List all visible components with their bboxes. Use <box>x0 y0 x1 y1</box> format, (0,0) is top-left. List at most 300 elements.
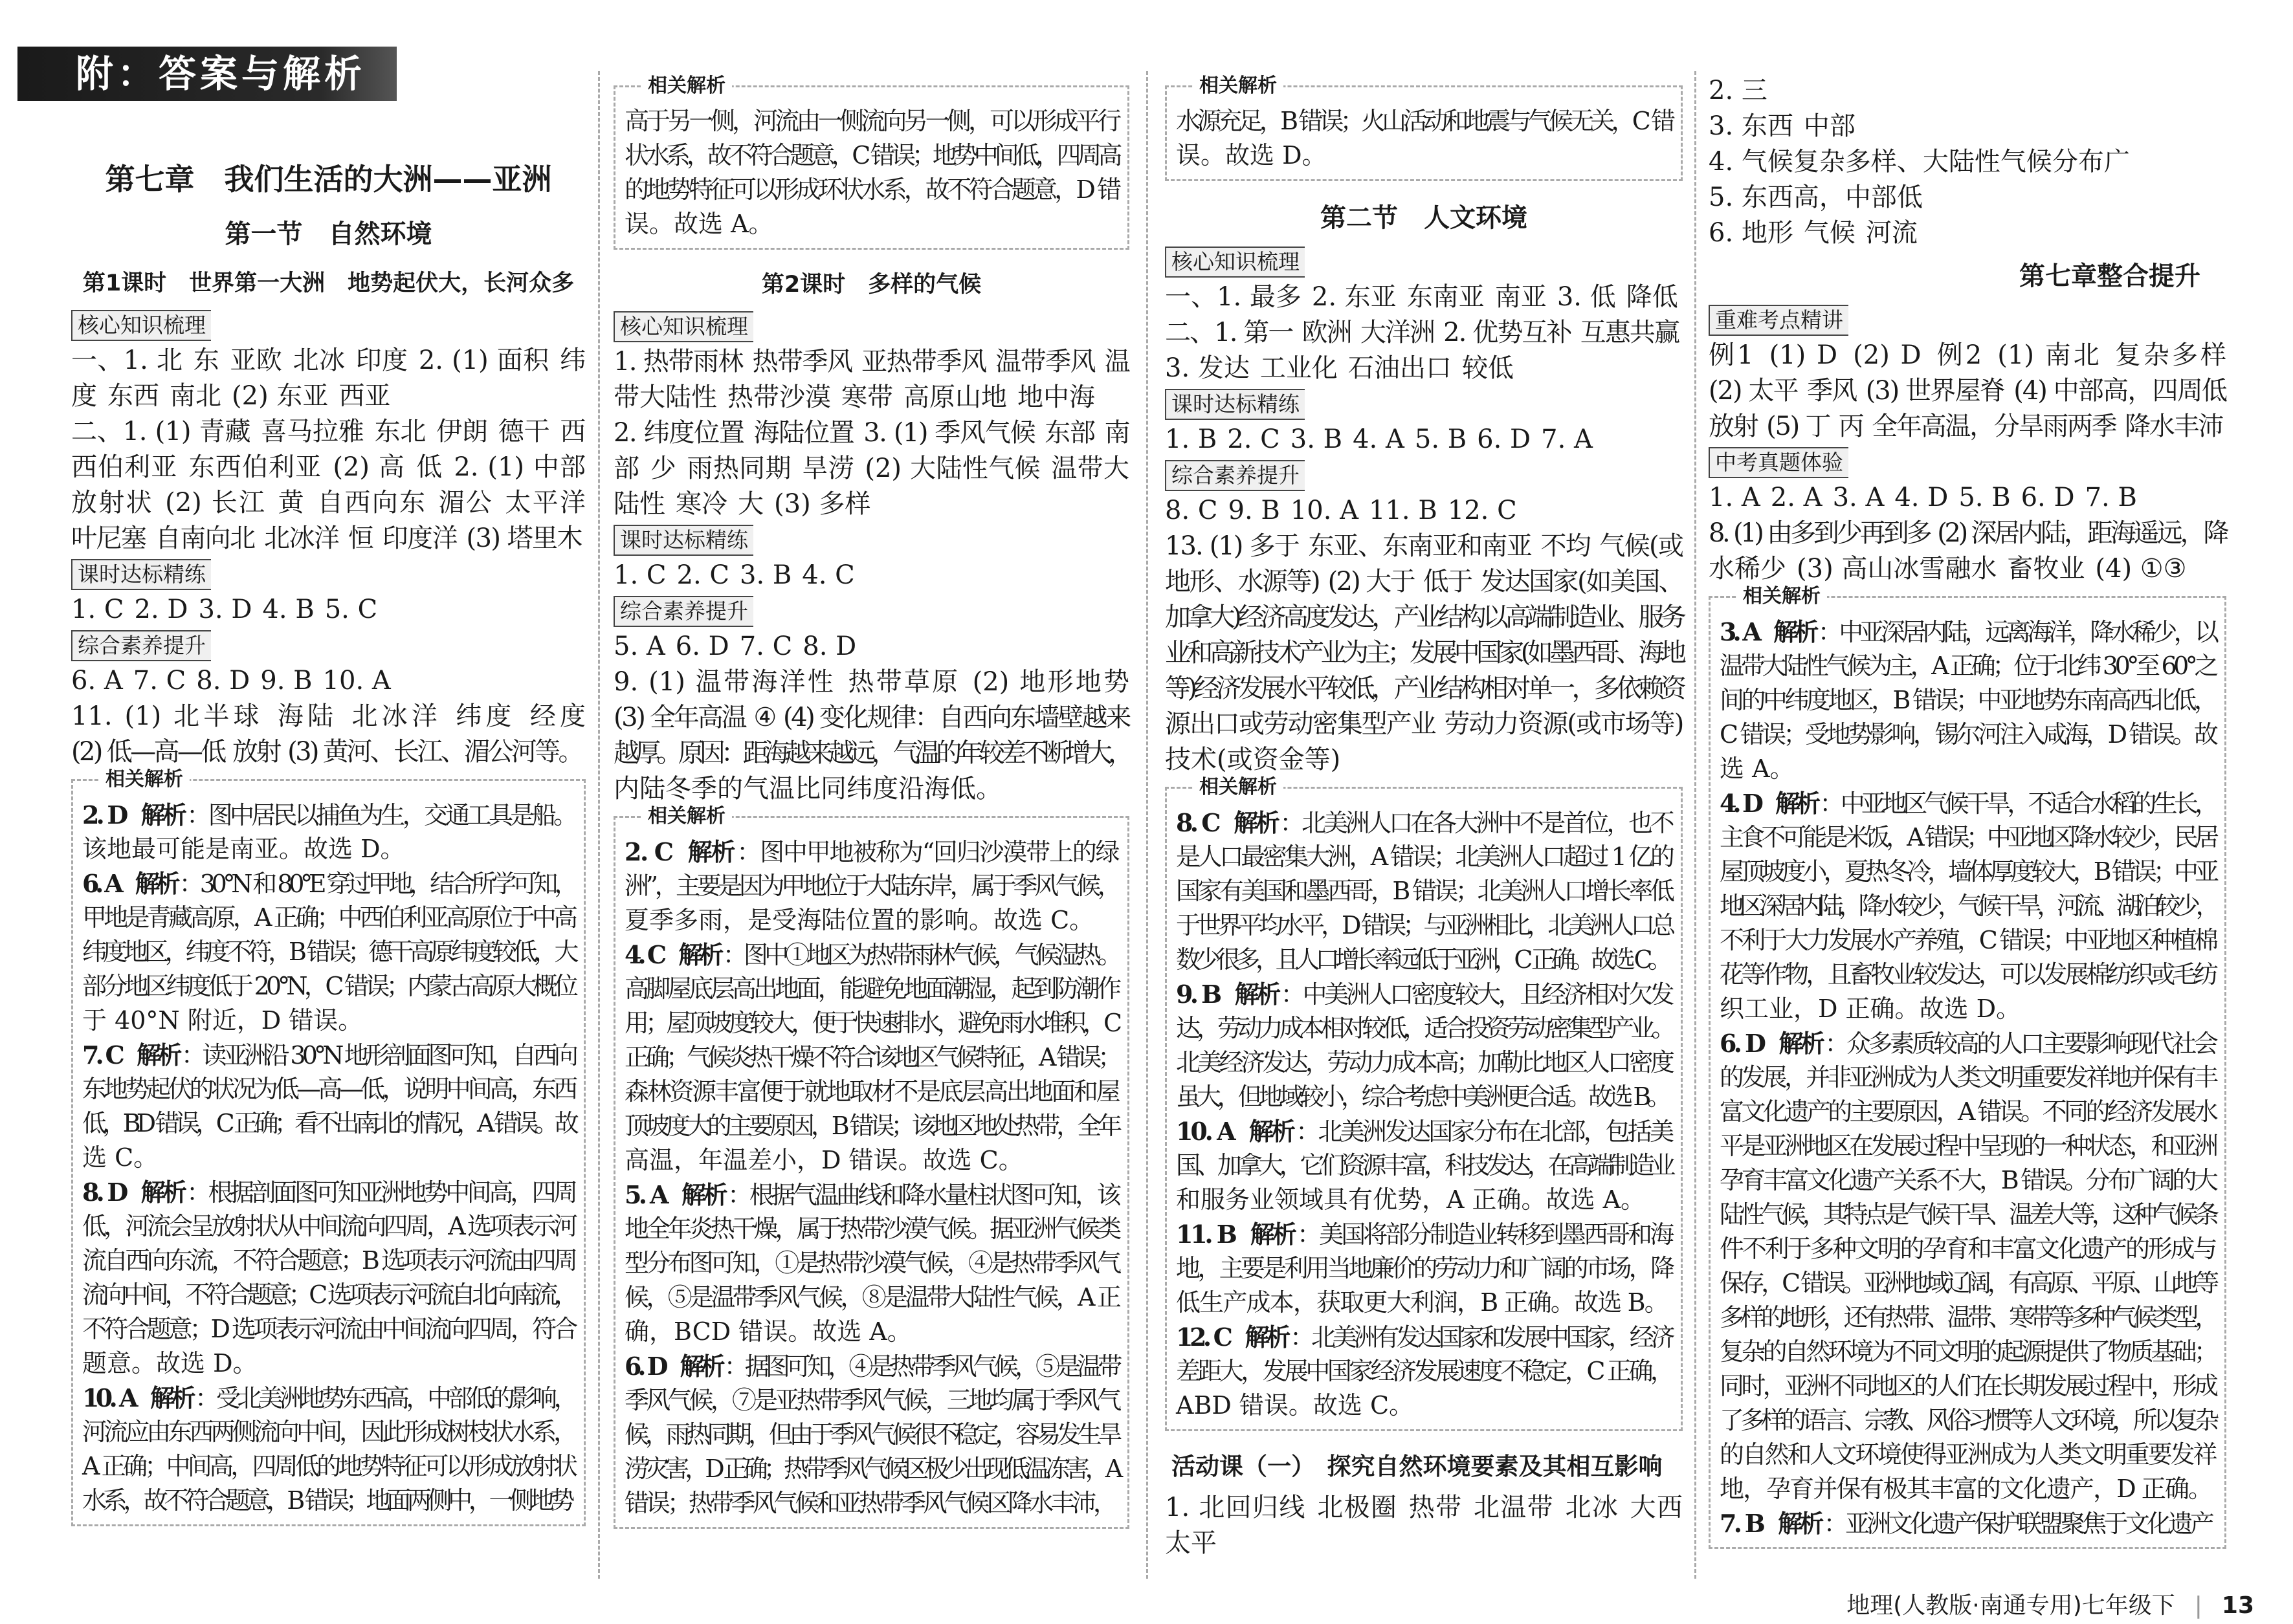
analysis-line <box>1176 1354 1672 1388</box>
chapter-title: 第七章 我们生活的大洲——亚洲 <box>105 162 552 197</box>
analysis-line <box>625 1006 1118 1040</box>
answer-number: 3. A <box>1720 617 1758 646</box>
analysis-line <box>1720 1472 2215 1506</box>
answer-line: 带大陆性 热带沙漠 寒带 高原山地 地中海 <box>614 382 1096 412</box>
analysis-line <box>1720 786 2215 820</box>
analysis-text: 国家有美国和墨西哥，B 错误；北美洲人口增长率低 <box>1176 877 1672 905</box>
analysis-text: 顶坡度大的主要原因，B 错误；该地区地处热带，全年 <box>625 1112 1118 1140</box>
analysis-text: 陆性气候，其特点是气候干旱、温差大等，这种气候条 <box>1720 1200 2215 1229</box>
gap <box>743 360 753 373</box>
gap <box>1342 438 1353 450</box>
analysis-text: 候，雨热同期，但由于季风气候很不稳定，容易发生旱 <box>625 1420 1118 1449</box>
gap <box>986 360 996 373</box>
section-tag <box>1165 457 1683 493</box>
analysis-text: ：受北美洲地势东西高，中部低的影响， <box>195 1384 575 1412</box>
analysis-line <box>625 1349 1118 1383</box>
answer-line: 例1 (1) D (2) D 例2 (1) 南北 复杂多样 <box>1709 340 2226 370</box>
analysis-line <box>1720 1095 2215 1129</box>
analysis-line <box>1720 820 2215 855</box>
analysis-text: 流向中间，不符合题意；C 选项表示河流自北向南流， <box>82 1280 575 1309</box>
analysis-item <box>1176 977 1672 1114</box>
answer-line: 8. C 9. B 10. A 11. B 12. C <box>1165 496 1517 525</box>
analysis-keyword: 解析 <box>1775 789 1817 818</box>
analysis-text: ：北美洲发达国家分布在北部，包括美 <box>1296 1117 1672 1146</box>
answer-line: 5. 东西高，中部低 <box>1709 182 1923 212</box>
gap <box>1857 390 1866 402</box>
gap <box>792 645 803 657</box>
analysis-line <box>1176 1148 1672 1183</box>
gap <box>744 432 754 444</box>
section-tag <box>1165 386 1683 422</box>
analysis-keyword: 解析 <box>1778 1029 1822 1058</box>
section-header: 附：答案与解析 <box>17 47 397 101</box>
analysis-line <box>625 1109 1118 1143</box>
analysis-keyword: 解析 <box>140 1178 184 1207</box>
gap <box>1280 509 1291 521</box>
answer-paragraph <box>1709 180 2226 215</box>
analysis-text: 错误；热带季风气候和亚热带季风气候区降水丰沛， <box>625 1489 1114 1517</box>
gap <box>727 503 738 515</box>
analysis-box <box>1165 776 1683 1431</box>
answer-paragraph <box>1165 351 1683 386</box>
gap <box>1217 438 1227 450</box>
answer-line: 业和高新技术产业为主；发展中国家(如墨西哥、海地 <box>1165 638 1683 668</box>
activity-title: 活动课（一） 探究自然环境要素及其相互影响 <box>1171 1453 1663 1480</box>
answer-line: (3) 全年高温 ④ (4) 变化规律：自西向东墙壁越来 <box>614 703 1129 732</box>
answer-line: 陆性 寒冷 大 (3) 多样 <box>614 489 871 519</box>
analysis-line <box>625 835 1118 869</box>
analysis-line <box>1176 1286 1672 1320</box>
analysis-line <box>625 104 1118 138</box>
gap <box>328 395 338 407</box>
analysis-item <box>1176 806 1672 977</box>
analysis-text: 间的中纬度地区，B 错误；中亚地势东南高西北低， <box>1720 686 2215 714</box>
analysis-line <box>1720 1198 2215 1232</box>
analysis-keyword: 解析 <box>1248 1117 1294 1146</box>
gap <box>1884 496 1894 509</box>
gap <box>1414 580 1423 593</box>
analysis-text: 水源充足，B 错误；火山活动和地震与气候无关，C 错 <box>1176 107 1672 135</box>
analysis-text: 选 C。 <box>82 1143 159 1172</box>
analysis-text: 确，BCD 错误。故选 A。 <box>625 1317 912 1346</box>
analysis-item <box>1720 1506 2215 1541</box>
analysis-item <box>82 1038 575 1175</box>
analysis-box-label: 相关解析 <box>99 767 190 793</box>
analysis-line <box>82 1209 575 1244</box>
analysis-line <box>625 207 1118 241</box>
gap <box>1397 1506 1408 1519</box>
gap <box>1830 425 1839 437</box>
gap <box>280 751 287 763</box>
analysis-line <box>625 1246 1118 1280</box>
gap <box>1982 354 1997 366</box>
section-title: 第二节 人文环境 <box>1320 203 1527 233</box>
analysis-line <box>82 1346 575 1381</box>
gap <box>1007 396 1017 408</box>
gap <box>2011 496 2021 509</box>
analysis-text: 用；屋顶坡度较大，便于快速排水，避免雨水堆积，C <box>625 1009 1118 1037</box>
answer-line: 9. (1) 温带海洋性 热带草原 (2) 地形地势 <box>614 667 1130 697</box>
answer-paragraph <box>1709 109 2226 144</box>
analysis-text: ：众多素质较高的人口主要影响现代社会 <box>1824 1029 2215 1058</box>
answer-number: 4. C <box>625 940 663 969</box>
analysis-box <box>614 805 1129 1529</box>
gap <box>854 432 863 444</box>
gap <box>97 395 107 407</box>
analysis-text: 温带大陆性气候为主，A 正确；位于北纬 30°至 60°之 <box>1720 652 2215 680</box>
gap <box>729 645 740 657</box>
analysis-text: 是人口最密集大洲，A 错误；北美洲人口超过 1 亿的 <box>1176 842 1672 871</box>
analysis-line <box>1176 1011 1672 1046</box>
analysis-keyword: 解析 <box>1245 1323 1288 1352</box>
analysis-text: ABD 错误。故选 C。 <box>1176 1391 1414 1420</box>
section-tag <box>71 307 586 343</box>
answer-number: 4. D <box>1720 789 1760 818</box>
answer-number: 2. C <box>625 837 672 866</box>
answer-line: 1. A 2. A 3. A 4. D 5. B 6. D 7. B <box>1709 483 2137 512</box>
answer-paragraph <box>614 558 1129 593</box>
analysis-text: 数少很多，且人口增长率远低于亚洲，C 正确。故选 C。 <box>1176 945 1668 974</box>
answer-line: 1. C 2. D 3. D 4. B 5. C <box>71 595 378 624</box>
answer-paragraph <box>1709 338 2226 444</box>
answer-number: 8. C <box>1176 808 1218 837</box>
analysis-text: 屋顶坡度小，夏热冬冷，墙体厚度较大，B 错误；中亚 <box>1720 857 2215 886</box>
analysis-line <box>1720 855 2215 889</box>
gap <box>1404 438 1415 450</box>
answer-line: 5. A 6. D 7. C 8. D <box>614 631 857 661</box>
analysis-text: 北美经济发达，劳动力成本高；加勒比地区人口密度 <box>1176 1048 1672 1077</box>
gap <box>345 359 355 371</box>
gap <box>1760 496 1771 509</box>
analysis-line <box>1176 1388 1672 1423</box>
gap <box>549 359 560 371</box>
answer-number: 6. D <box>625 1352 665 1381</box>
gap <box>1754 354 1769 366</box>
gap <box>364 430 375 443</box>
analysis-line <box>625 1075 1118 1109</box>
footer-subject: 地理(人教版·南通专用)七年级下 <box>1846 1592 2175 1619</box>
analysis-text: ：中美洲人口密度较大，且经济相对欠发 <box>1280 980 1672 1009</box>
section-tag-label: 综合素养提升 <box>1165 460 1305 491</box>
gap <box>488 430 498 443</box>
section-tag <box>614 309 1129 344</box>
answer-paragraph <box>614 415 1129 522</box>
analysis-keyword: 解析 <box>681 1181 726 1209</box>
gap <box>373 537 382 549</box>
analysis-line <box>1720 958 2215 992</box>
column-divider <box>1694 71 1696 1579</box>
analysis-line <box>1720 1403 2215 1438</box>
analysis-text: 虽大，但地域较小，综合考虑中美洲更合适。故选 B。 <box>1176 1082 1668 1111</box>
analysis-text: ：图中甲地被称为“回归沙漠带上的绿 <box>737 838 1118 866</box>
answer-paragraph <box>1709 516 2226 587</box>
analysis-text: 低生产成本，获取更大利润，B 正确。故选 B。 <box>1176 1288 1668 1317</box>
answer-line: 6. 地形 气候 河流 <box>1709 218 1918 248</box>
answer-line: 太平 <box>1165 1528 1217 1558</box>
analysis-text: 孕育丰富文化遗产关系不大，B 错误。分布广阔的大 <box>1720 1166 2215 1194</box>
analysis-line <box>1720 1506 2215 1541</box>
analysis-line <box>625 1040 1118 1075</box>
gap <box>729 574 740 586</box>
gap <box>676 467 687 479</box>
analysis-item <box>82 798 575 866</box>
answer-line: 放射 (5) 丁 丙 全年高温，分旱雨两季 降水丰沛 <box>1709 411 2222 441</box>
analysis-text: ：图中①地区为热带雨林气候，气候湿热。 <box>722 941 1118 969</box>
gap <box>1467 438 1477 450</box>
gap <box>960 681 972 693</box>
analysis-line <box>1176 104 1672 138</box>
answer-line: 内陆冬季的气温比同纬度沿海低。 <box>614 774 1002 804</box>
analysis-line <box>82 1484 575 1518</box>
gap <box>717 396 727 408</box>
answer-number: 11. B <box>1176 1220 1235 1249</box>
gap <box>775 716 783 729</box>
gap <box>443 466 454 478</box>
answer-line: (2) 低—高—低 放射 (3) 黄河、长江、湄公河等。 <box>71 737 582 767</box>
gap <box>1922 354 1937 366</box>
answer-line: 度 东西 南北 (2) 东亚 西亚 <box>71 381 391 411</box>
analysis-line <box>82 1072 575 1106</box>
page-number: 13 <box>2221 1592 2254 1619</box>
answer-line: 3. 东西 中部 <box>1709 111 1855 141</box>
analysis-text: 涝灾害，D 正确；热带季风气候区极少出现低温冻害，A <box>625 1454 1118 1483</box>
gap <box>1397 296 1407 308</box>
analysis-line <box>1720 718 2215 752</box>
analysis-item <box>1176 1320 1672 1423</box>
gap <box>188 608 198 620</box>
section-tag-label: 课时达标精练 <box>71 559 211 590</box>
gap <box>338 537 348 549</box>
analysis-line <box>1720 1129 2215 1163</box>
analysis-keyword: 解析 <box>136 1041 179 1070</box>
answer-paragraph <box>1165 1490 1683 1561</box>
analysis-line <box>82 1244 575 1278</box>
analysis-text: 状水系，故不符合题意，C 错误；地势中间低，四周高 <box>625 141 1118 170</box>
analysis-text: 低，BD 错误，C 正确；看不出南北的情况，A 错误。故 <box>82 1109 575 1137</box>
analysis-text: 富文化遗产的主要原因，A 错误。不同的经济发展水 <box>1720 1097 2215 1126</box>
gap <box>1547 296 1557 308</box>
analysis-line <box>82 1449 575 1484</box>
analysis-line <box>1720 752 2215 786</box>
answer-paragraph <box>71 343 586 414</box>
analysis-text: ：据图可知，④是热带季风气候，⑤是温带 <box>724 1352 1118 1381</box>
section-tag <box>71 628 586 663</box>
answer-line: 水稀少 (3) 高山冰雪融水 畜牧业 (4) ①③ <box>1709 554 2187 584</box>
analysis-text: 高温，年温差小，D 错误。故选 C。 <box>625 1146 1023 1174</box>
section-tag <box>1709 302 2226 338</box>
section-tag-label: 核心知识梳理 <box>71 310 211 341</box>
analysis-line <box>82 1415 575 1449</box>
analysis-item <box>625 938 1118 1178</box>
analysis-text: 误。故选 A。 <box>625 210 773 238</box>
gap <box>1452 367 1462 379</box>
analysis-text: 不利于大力发展水产养殖，C 错误；中亚地区种植棉 <box>1720 926 2215 954</box>
answer-paragraph <box>614 664 1129 807</box>
analysis-line <box>82 1312 575 1346</box>
analysis-line <box>625 1280 1118 1315</box>
gap <box>792 574 802 586</box>
gap <box>1997 567 2007 580</box>
gap <box>282 359 293 371</box>
analysis-line <box>1720 1369 2215 1403</box>
gap <box>764 503 774 515</box>
gap <box>745 716 753 729</box>
gap <box>493 501 505 514</box>
analysis-text: 保存，C 错误。亚洲地域辽阔，有高原、平原、山地等 <box>1720 1269 2215 1297</box>
gap <box>1280 438 1291 450</box>
analysis-line <box>82 1038 575 1072</box>
analysis-line <box>625 972 1118 1006</box>
section-title: 第七章整合提升 <box>2019 261 2200 291</box>
analysis-text: 织工业，D 正确。故选 D。 <box>1720 994 2021 1023</box>
answer-paragraph <box>1709 73 2226 109</box>
answer-paragraph <box>71 592 586 628</box>
analysis-text: 的地势特征可以形成环状水系，故不符合题意，D 错 <box>625 175 1118 204</box>
analysis-line <box>1720 1438 2215 1472</box>
analysis-line <box>1720 1060 2215 1095</box>
analysis-line <box>1176 1183 1672 1217</box>
gap <box>146 537 155 549</box>
analysis-text: ：30°N 和 80°E 穿过甲地，结合所学可知， <box>179 870 575 898</box>
analysis-line <box>82 1278 575 1312</box>
answer-number: 9. B <box>1176 980 1219 1009</box>
gap <box>266 501 278 514</box>
answer-line: 2. 三 <box>1709 76 1767 105</box>
gap <box>219 359 230 371</box>
analysis-item <box>625 1178 1118 1349</box>
footer-separator: | <box>2194 1592 2202 1619</box>
answer-line: 二、1. 第一 欧洲 大洋洲 2. 优势互补 互惠共赢 <box>1165 318 1679 347</box>
answer-number: 7. B <box>1720 1509 1763 1538</box>
analysis-keyword: 解析 <box>1233 809 1278 837</box>
gap <box>1463 1506 1474 1519</box>
answer-number: 6. D <box>1720 1029 1764 1058</box>
analysis-text: 地区深居内陆，降水较少，气候干旱，河流、湖泊较少， <box>1720 892 2215 920</box>
gap <box>457 537 466 549</box>
answer-line: 3. 发达 工业化 石油出口 较低 <box>1165 353 1514 383</box>
analysis-keyword: 解析 <box>687 838 735 866</box>
analysis-item <box>1176 1114 1672 1217</box>
answer-line: (2) 太平 季风 (3) 世界屋脊 (4) 中部高，四周低 <box>1709 376 2226 406</box>
gap <box>1302 296 1312 308</box>
analysis-text: ：图中居民以捕鱼为生，交通工具是船。 <box>186 801 575 829</box>
analysis-text: 森林资源丰富便于就地取材不是底层高出地面和屋 <box>625 1077 1118 1106</box>
answer-line: 叶尼塞 自南向北 北冰洋 恒 印度洋 (3) 塔里木 <box>71 523 582 553</box>
analysis-text: 和服务业领域具有优势，A 正确。故选 A。 <box>1176 1185 1646 1214</box>
analysis-line <box>1720 1232 2215 1266</box>
analysis-box-label: 相关解析 <box>641 73 732 99</box>
analysis-line <box>1720 1300 2215 1335</box>
gap <box>1798 390 1807 402</box>
answer-line: 6. A 7. C 8. D 9. B 10. A <box>71 666 391 696</box>
section-tag-label: 重难考点精讲 <box>1709 305 1848 336</box>
column-4 <box>1709 73 2226 1561</box>
gap <box>124 608 134 620</box>
gap <box>2004 390 2013 402</box>
analysis-keyword: 解析 <box>1250 1220 1295 1249</box>
analysis-line <box>625 1452 1118 1486</box>
answer-paragraph <box>71 663 586 699</box>
gap <box>2075 496 2085 509</box>
analysis-text: ：北美洲人口在各大洲中不是首位，也不 <box>1279 809 1672 837</box>
analysis-text: 候，⑤是温带季风气候，⑧是温带大陆性气候，A 正 <box>625 1283 1118 1311</box>
analysis-line <box>82 798 575 832</box>
analysis-text: 低，河流会呈放射状从中间流向四周，A 选项表示河 <box>82 1212 575 1240</box>
answer-line: 一、1. 最多 2. 东亚 东南亚 南亚 3. 低 降低 <box>1165 282 1678 312</box>
analysis-box-label: 相关解析 <box>1193 774 1283 800</box>
lesson-title: 第2课时 多样的气候 <box>761 272 982 298</box>
gap <box>792 467 802 479</box>
analysis-text: 主食不可能是米饭，A 错误；中亚地区降水较少，民居 <box>1720 823 2215 851</box>
column-divider <box>1146 71 1148 1579</box>
gap <box>221 395 232 407</box>
answer-paragraph <box>71 414 586 556</box>
gap <box>1531 545 1540 557</box>
analysis-text: 夏季多雨，是受海陆位置的影响。故选 C。 <box>625 906 1094 934</box>
analysis-text: 件不利于多种文明的孕育和丰富文化遗产的形成与 <box>1720 1234 2215 1263</box>
analysis-line <box>82 935 575 969</box>
analysis-text: 多样的地形，还有热带、温带、寒带等多种气候类型， <box>1720 1303 2215 1332</box>
section-tag-label: 中考真题体验 <box>1709 447 1848 478</box>
gap <box>123 679 133 692</box>
analysis-line <box>1176 943 1672 977</box>
analysis-line <box>1176 1251 1672 1286</box>
analysis-text: 流自西向东流，不符合题意；B 选项表示河流由四周 <box>82 1246 575 1275</box>
answer-paragraph <box>1165 280 1683 315</box>
answer-number: 7. C <box>82 1040 121 1070</box>
analysis-line <box>1720 615 2215 649</box>
analysis-text: 高于另一侧，河流由一侧流向另一侧，可以形成平行 <box>625 107 1118 135</box>
analysis-line <box>1720 1163 2215 1198</box>
gap <box>1786 567 1797 580</box>
analysis-text: 季风气候，⑦是亚热带季风气候，三地均属于季风气 <box>625 1386 1118 1414</box>
gap <box>836 681 848 693</box>
analysis-keyword: 解析 <box>678 941 720 969</box>
analysis-line <box>1720 683 2215 718</box>
analysis-item <box>82 1175 575 1381</box>
gap <box>852 360 862 373</box>
answer-line: 1. 热带雨林 热带季风 亚热带季风 温带季风 温 <box>614 347 1129 377</box>
answer-line: 等)经济发展水平较低，产业结构相对单一，多依赖资 <box>1165 674 1683 703</box>
analysis-text: 的发展，并非亚洲成为人类文明重要发祥地并保有丰 <box>1720 1063 2215 1092</box>
answer-number: 5. A <box>625 1180 666 1209</box>
gap <box>1554 1506 1565 1519</box>
column-3 <box>1165 76 1683 1561</box>
analysis-line <box>625 1212 1118 1246</box>
gap <box>337 715 351 727</box>
gap <box>1095 432 1105 444</box>
analysis-text: A 正确；中间高，四周低的地势特征可以形成放射状 <box>82 1452 575 1480</box>
answer-line: 一、1. 北 东 亚欧 北冰 印度 2. (1) 面积 纬 <box>71 346 586 375</box>
gap <box>2085 567 2095 580</box>
analysis-line <box>1720 923 2215 958</box>
analysis-box-label: 相关解析 <box>641 804 732 829</box>
gap <box>1793 232 1804 244</box>
analysis-keyword: 解析 <box>140 801 184 829</box>
section-tag <box>1165 244 1683 280</box>
answer-line: 地形、水源等) (2) 大于 低于 发达国家(如美国、 <box>1165 567 1683 597</box>
gap <box>1855 232 1866 244</box>
lesson-title: 第1课时 世界第一大洲 地势起伏大，长河众多 <box>82 270 575 296</box>
gap <box>1306 1506 1317 1519</box>
section-tag-label: 核心知识梳理 <box>1165 247 1305 278</box>
analysis-text: C 错误；受地势影响，锡尔河注入咸海，D 错误。故 <box>1720 720 2215 749</box>
analysis-text: 差距大，发展中国家经济发展速度不稳定，C 正确， <box>1176 1357 1672 1385</box>
analysis-text: 正确；气候炎热干燥不符合该地区气候特征，A 错误； <box>625 1043 1118 1071</box>
analysis-text: 东地势起伏的状况为低—高—低，说明中间高，东西 <box>82 1075 575 1103</box>
gap <box>1531 438 1541 450</box>
analysis-box <box>1709 585 2226 1549</box>
